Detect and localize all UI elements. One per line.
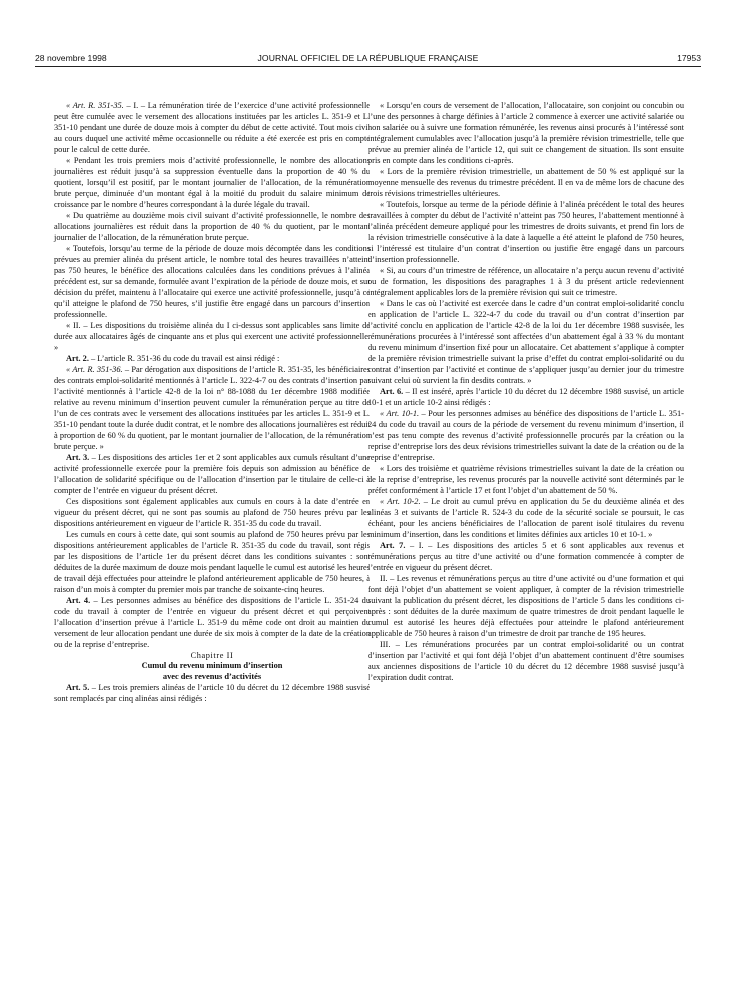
article-lead: « Art. 10-1. [380,409,420,418]
article-lead: Art. 7. [380,541,406,550]
paragraph [54,364,370,452]
paragraph-text: – I. – La rémunération tirée de l’exercice d’une activité professionnelle peut être cumulée avec le versement des allocations instituées par les articles L. 351-9 et L. 351-10 pendant une durée de douze mois à compter du début de cette activité. Tout mois civil au cours duquel une activité même occasionnelle ou réduite a été exercée est pris en compte pour le calcul de cette durée. [54,101,370,154]
paragraph-text: « Pendant les trois premiers mois d’activité professionnelle, le nombre des allocations journalières est réduit jusqu’à sa suppression éventuelle dans la proportion de 40 % du quotient, lorsqu’il est positif, par le montant journalier de l’allocation, de la rémunération brute perçue, diminuée d’un montant égal à la moitié du produit du salaire minimum de croissance par le nombre d’heures correspondant à la durée légale du travail. [54,156,370,209]
paragraph-text: « Du quatrième au douzième mois civil suivant d’activité professionnelle, le nombre des allocations journalières est réduit dans la proportion de 40 % du quotient, par le montant journalier de l’allocation, de la rémunération brute perçue. [54,211,370,242]
paragraph [368,199,684,265]
paragraph-text: II. – Les revenus et rémunérations perçus au titre d’une activité ou d’une formation et qui font déjà l’objet d’un abattement se voient appliquer, à compter de la révision trimestrielle suivant la publication du présent décret, les dispositions de l’article 5 dans les conditions ci-après : sont déduites de la durée maximum de quatre trimestres de droit pendant laquelle le cumul est autorisé les heures déjà effectuées pour atteindre le plafond antérieurement applicable de 750 heures à raison d’un trimestre de droit par tranche de 195 heures. [368,574,684,638]
paragraph [368,540,684,573]
page-header [35,53,701,67]
paragraph-text: III. – Les rémunérations procurées par un contrat emploi-solidarité ou un contrat d’insertion par l’activité et qui font déjà l’objet d’un abattement continuent d’être soumises aux anciennes dispositions de l’article 10 du décret du 12 décembre 1988 susvisé jusqu’à l’expiration dudit contrat. [368,640,684,682]
paragraph-text: « Toutefois, lorsqu’au terme de la période de douze mois décomptée dans les conditions prévues au premier alinéa du présent article, le nombre total des heures travaillées n’atteint pas 750 heures, le bénéfice des allocations calculées dans les conditions prévues à l’alinéa précédent est, sur sa demande, formulée avant l’expiration de la période de douze mois, et sur décision du préfet, maintenu à l’allocataire qui exerce une activité professionnelle, jusqu’à ce qu’il atteigne le plafond de 750 heures, s’il justifie être engagé dans un parcours d’insertion professionnelle. [54,244,370,319]
right-column [368,100,684,683]
paragraph-text: « Lorsqu’en cours de versement de l’allocation, l’allocataire, son conjoint ou concubin ou l’une des personnes à charge définies à l’article 2 commence à exercer une activité salariée ou non salariée ou à suivre une formation rémunérée, les revenus ainsi procurés à l’intéressé sont intégralement cumulables avec l’allocation jusqu’à la première révision trimestrielle, telle que prévue au premier alinéa de l’article 12, qui suit ce changement de situation. Ils sont ensuite pris en compte dans les conditions ci-après. [368,101,684,165]
chapter-title-line2: avec des revenus d’activités [162,671,262,681]
article-lead: Art. 5. [66,683,90,692]
paragraph-text: « Lors des troisième et quatrième révisions trimestrielles suivant la date de la création ou de la reprise d’entreprise, les revenus procurés par la nouvelle activité sont déterminés par le préfet conformément à l’article 17 et font l’objet d’un abattement de 50 %. [368,464,684,495]
paragraph [368,386,684,408]
chapter-label: Chapitre II [190,651,234,660]
paragraph [54,496,370,529]
paragraph-text: « Dans le cas où l’activité est exercée dans le cadre d’un contrat emploi-solidarité conclu en application de l’article L. 322-4-7 du code du travail ou d’un contrat d’insertion par l’activité conclu en application de l’article 42-8 de la loi du 1er décembre 1988 susvisée, les rémunérations procurées à l’intéressé sont affectées d’un abattement égal à 33 % du montant du revenu minimum d’insertion fixé pour un allocataire. Cet abattement s’applique à compter de la première révision trimestrielle suivant la prise d’effet du contrat emploi-solidarité ou du contrat d’insertion par l’activité et continue de s’appliquer jusqu’au dernier jour du trimestre suivant celui où survient la fin desdits contrats. » [368,299,684,385]
paragraph [368,573,684,639]
paragraph [54,320,370,353]
paragraph [54,529,370,595]
paragraph [368,496,684,540]
paragraph [368,100,684,166]
chapter-title [54,661,370,682]
paragraph-text: « Lors de la première révision trimestrielle, un abattement de 50 % est appliqué sur la moyenne mensuelle des revenus du trimestre précédent. Il en va de même lors de chacune des trois révisions trimestrielles ultérieures. [368,167,684,198]
header-journal-title: JOURNAL OFFICIEL DE LA RÉPUBLIQUE FRANÇAISE [257,53,479,63]
paragraph-text: – Le droit au cumul prévu en application du 5e du deuxième alinéa et des alinéas 3 et suivants de l’article R. 524-3 du code de la sécurité sociale se poursuit, le cas échéant, pour les anciens bénéficiaires de l’allocation de parent isolé titulaires du revenu minimum d’insertion, dans les conditions et limites définies aux articles 10 et 10-1. » [368,497,684,539]
paragraph-text: – Il est inséré, après l’article 10 du décret du 12 décembre 1988 susvisé, un article 10-1 et un article 10-2 ainsi rédigés : [368,387,685,407]
paragraph [368,639,684,683]
paragraph [54,243,370,320]
paragraph-text: – Les personnes admises au bénéfice des dispositions de l’article L. 351-24 du code du travail à compter de l’entrée en vigueur du présent décret et qui perçoivent l’allocation d’insertion prévue à l’article L. 351-9 du même code ont droit au maintien du versement de leur allocation pendant une durée de six mois à compter de la date de la création ou de la reprise d’entreprise. [54,596,370,649]
paragraph-text: « Toutefois, lorsque au terme de la période définie à l’alinéa précédent le total des heures travaillées à compter du début de l’activité n’atteint pas 750 heures, l’abattement mentionné à l’alinéa précédent demeure appliqué pour les trimestres de droits suivants, et prend fin lors de la révision trimestrielle consécutive à la date à laquelle a été atteint le plafond de 750 heures, si l’intéressé est titulaire d’un contrat d’insertion ou justifie être engagé dans un parcours d’insertion professionnelle. [368,200,684,264]
paragraph [54,682,370,704]
paragraph-text: – I. – Les dispositions des articles 5 et 6 sont applicables aux revenus et rémunérations perçus au titre d’une activité ou d’une formation commencée à compter de l’entrée en vigueur du présent décret. [368,541,685,572]
header-date: 28 novembre 1998 [35,53,107,63]
paragraph [54,155,370,210]
paragraph [54,595,370,650]
paragraph-text: « Si, au cours d’un trimestre de référence, un allocataire n’a perçu aucun revenu d’activité ou de formation, les dispositions des paragraphes 1 à 3 du présent article redeviennent intégralement applicables lors de la première révision qui suit ce trimestre. [368,266,684,297]
header-page-number: 17953 [677,53,701,63]
paragraph-text: « II. – Les dispositions du troisième alinéa du I ci-dessus sont applicables sans limite de durée aux allocataires âgés de cinquante ans et plus qui exercent une activité professionnelle. » [54,321,370,352]
paragraph [368,166,684,199]
article-lead: Art. 2. [66,354,89,363]
paragraph [368,265,684,298]
paragraph [54,100,370,155]
header-rule [35,66,701,67]
article-lead: « Art. 10-2. [380,497,421,506]
article-lead: « Art. R. 351-36. [66,365,123,374]
paragraph [54,452,370,496]
article-lead: Art. 3. [66,453,90,462]
paragraph-text: – L’article R. 351-36 du code du travail est ainsi rédigé : [88,354,280,363]
paragraph [54,353,370,364]
paragraph [54,210,370,243]
paragraph-text: – Par dérogation aux dispositions de l’article R. 351-35, les bénéficiaires des contrats emploi-solidarité mentionnés à l’article L. 322-4-7 ou des contrats d’insertion par l’activité mentionnés à l’article 42-8 de la loi n° 88-1088 du 1er décembre 1988 modifiée relative au revenu minimum d’insertion peuvent cumuler la rémunération perçue au titre de l’un de ces contrats avec le versement des allocations instituées par les articles L. 351-9 et L. 351-10 pendant toute la durée dudit contrat, et le nombre des allocations journalières est réduit à proportion de 60 % du quotient, par le montant journalier de l’allocation, de la rémunération brute perçue. » [54,365,370,451]
article-lead: Art. 6. [380,387,404,396]
paragraph-text: – Les dispositions des articles 1er et 2 sont applicables aux cumuls résultant d’une activité professionnelle exercée pour la première fois depuis son admission au bénéfice de l’allocation de solidarité spécifique ou de l’allocation d’insertion par le titulaire de celle-ci à compter de l’entrée en vigueur du présent décret. [54,453,370,495]
paragraph [368,408,684,463]
left-column [54,100,370,704]
paragraph-text: – Les trois premiers alinéas de l’article 10 du décret du 12 décembre 1988 susvisé sont remplacés par cinq alinéas ainsi rédigés : [54,683,370,703]
paragraph-text: – Pour les personnes admises au bénéfice des dispositions de l’article L. 351-24 du code du travail au cours de la période de versement du revenu minimum d’insertion, il n’est pas tenu compte des revenus d’activité professionnelle procurés par la création ou la reprise d’entreprise lors des deux révisions trimestrielles suivant la date de la création ou de la reprise d’entreprise. [368,409,684,462]
article-lead: Art. 4. [66,596,91,605]
article-lead: « Art. R. 351-35. [66,101,124,110]
paragraph-text: Les cumuls en cours à cette date, qui sont soumis au plafond de 750 heures prévu par les dispositions antérieurement applicables de l’article R. 351-35 du code du travail, sont régis par les dispositions de l’article 1er du présent décret dans les conditions suivantes : sont déduites de la durée maximum de douze mois pendant laquelle le cumul est autorisé les heures de travail déjà effectuées pour atteindre le plafond antérieurement applicable de 750 heures, à raison d’un mois à compter du premier mois par tranche de soixante-cinq heures. [54,530,370,594]
paragraph [368,298,684,386]
paragraph-text: Ces dispositions sont également applicables aux cumuls en cours à la date d’entrée en vigueur du présent décret, qui ne sont pas soumis au plafond de 750 heures prévu par les dispositions antérieurement en vigueur de l’article R. 351-35 du code du travail. [54,497,370,528]
paragraph [368,463,684,496]
chapter-title-line1: Cumul du revenu minimum d’insertion [141,661,283,670]
